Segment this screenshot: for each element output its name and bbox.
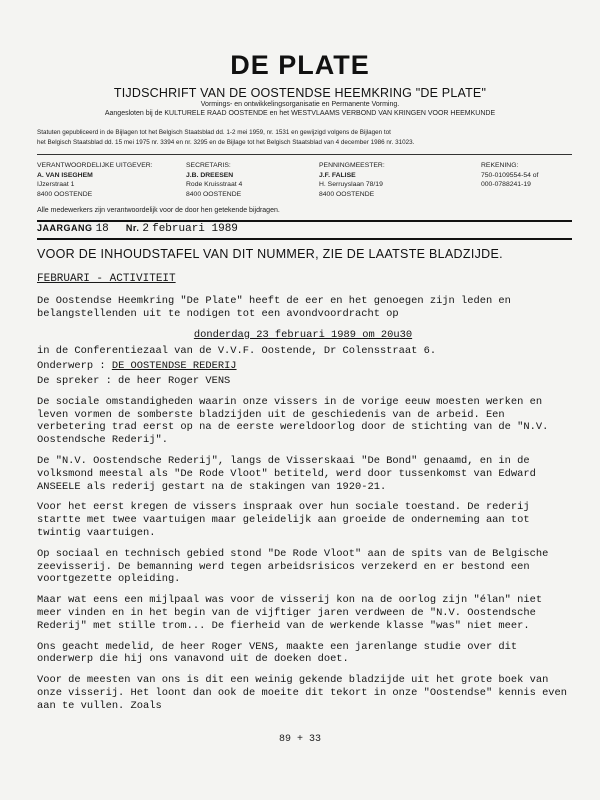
paragraph: De Oostendse Heemkring "De Plate" heeft de eer en het genoegen zijn leden en belangstellenden uit te nodigen tot een avondvoordracht op — [37, 295, 511, 320]
nr-label: Nr. — [125, 223, 140, 233]
publisher-block — [37, 161, 153, 199]
treasurer-block — [319, 161, 385, 199]
secretary-city: 8400 OOSTENDE — [186, 190, 242, 198]
paragraph: Voor de meesten van ons is dit een weinig gekende bladzijde uit het grote boek van onze visserij. Het loont dan ook de moeite dit tekort in onze "Oostendse" kennis even aan te vullen. Zoals — [37, 674, 568, 712]
divider — [37, 238, 572, 240]
account-block — [481, 161, 538, 190]
statute-line: Statuten gepubliceerd in de Bijlagen tot het Belgisch Staatsblad dd. 1-2 mei 1959, nr. 1531 en gewijzigd volgens de Bijlagen tot — [37, 129, 391, 136]
paragraph: De sociale omstandigheden waarin onze vissers in de vorige eeuw moesten werken en leven vormen de somberste bladzijden uit de geschiedenis van de arbeid. Een verbetering trad eerst op na de eerste wereldoorlog door de stichting van de "N.V. Oostendsche Rederij". — [37, 395, 549, 447]
issue-line — [37, 222, 238, 235]
nr-value: 2 — [142, 223, 150, 235]
treasurer-role: PENNINGMEESTER: — [319, 162, 385, 169]
treasurer-city: 8400 OOSTENDE — [319, 190, 375, 198]
jaargang-value: 18 — [95, 223, 109, 235]
paragraph: Voor het eerst kregen de vissers inspraak over hun sociale toestand. De rederij startte met twee vaartuigen maar geleidelijk aan groeide de onderneming aan tot twintig vaartuigen. — [37, 501, 530, 539]
page-number: 89 + 33 — [278, 734, 321, 745]
statute-line: het Belgisch Staatsblad dd. 15 mei 1975 nr. 3394 en nr. 3295 en de Bijlage tot het Belgisch Staatsblad van 4 december 1986 nr. 31023. — [37, 138, 415, 146]
masthead-subtitle: TIJDSCHRIFT VAN DE OOSTENDSE HEEMKRING "DE PLATE" — [113, 86, 487, 100]
paragraph: Maar wat eens een mijlpaal was voor de visserij kon na de oorlog zijn "élan" niet meer vinden en in het begin van de vijftiger jaren verdween de "N.V. Oostendsche Rederij" met stille trom... De fierheid van de werkende klasse "was" niet meer. — [37, 594, 543, 632]
event-date — [37, 329, 569, 342]
publisher-city: 8400 OOSTENDE — [37, 190, 93, 198]
paragraph: Ons geacht medelid, de heer Roger VENS, maakte een jarenlange studie over dit onderwerp die hij ons vanavond uit de doeken doet. — [37, 640, 518, 666]
masthead-title: DE PLATE — [230, 50, 370, 80]
publisher-street: IJzerstraat 1 — [37, 181, 75, 188]
publisher-name: A. VAN ISEGHEM — [37, 171, 93, 179]
treasurer-name: J.F. FALISE — [319, 171, 356, 179]
secretary-name: J.B. DREESEN — [186, 171, 234, 179]
toc-note: VOOR DE INHOUDSTAFEL VAN DIT NUMMER, ZIE DE LAATSTE BLADZIJDE. — [37, 247, 503, 261]
account-number: 750-0109554-54 of — [481, 171, 539, 179]
article-body — [37, 295, 569, 721]
issue-date: februari 1989 — [152, 223, 238, 235]
statute-text — [37, 128, 572, 147]
divider — [37, 154, 572, 155]
paragraph: Op sociaal en technisch gebied stond "De Rode Vloot" aan de spits van de Belgische zeevisserij. De bemanning werd tegen arbeidsrisicos verzekerd en er bestond een voortgezette opleiding. — [37, 547, 549, 586]
subject-label: Onderwerp : — [37, 360, 112, 373]
speaker-line: De spreker : de heer Roger VENS — [37, 374, 231, 387]
subject-value: DE OOSTENDSE REDERIJ — [111, 360, 237, 373]
secretary-street: Rode Kruisstraat 4 — [186, 181, 243, 188]
section-title: FEBRUARI - ACTIVITEIT — [37, 273, 176, 285]
organisation-line: Vormings- en ontwikkelingsorganisatie en Permanente Vorming. — [200, 101, 400, 108]
disclaimer: Alle medewerkers zijn verantwoordelijk voor de door hen getekende bijdragen. — [37, 207, 280, 214]
secretary-role: SECRETARIS: — [186, 162, 231, 169]
publisher-role: VERANTWOORDELIJKE UITGEVER: — [37, 162, 153, 169]
event-date-text: donderdag 23 februari 1989 om 20u30 — [193, 328, 413, 341]
paragraph: De "N.V. Oostendsche Rederij", langs de Visserskaai "De Bond" genaamd, en in de volksmond meestal als "De Rode Vloot" betiteld, werd door tussenkomst van Edward ANSEELE als rederij gestart na de stakingen van 1920-21. — [37, 454, 536, 493]
secretary-block — [186, 161, 242, 199]
jaargang-label: JAARGANG — [37, 223, 93, 233]
subject-line — [37, 360, 569, 373]
account-number: 000-0788241-19 — [481, 181, 531, 188]
account-role: REKENING: — [481, 162, 519, 169]
affiliation-line: Aangesloten bij de KULTURELE RAAD OOSTENDE en het WESTVLAAMS VERBOND VAN KRINGEN VOOR HEEMKUNDE — [104, 110, 496, 117]
paragraph: in de Conferentiezaal van de V.V.F. Oostende, Dr Colensstraat 6. — [37, 345, 437, 358]
treasurer-street: H. Serruyslaan 78/19 — [319, 181, 383, 188]
